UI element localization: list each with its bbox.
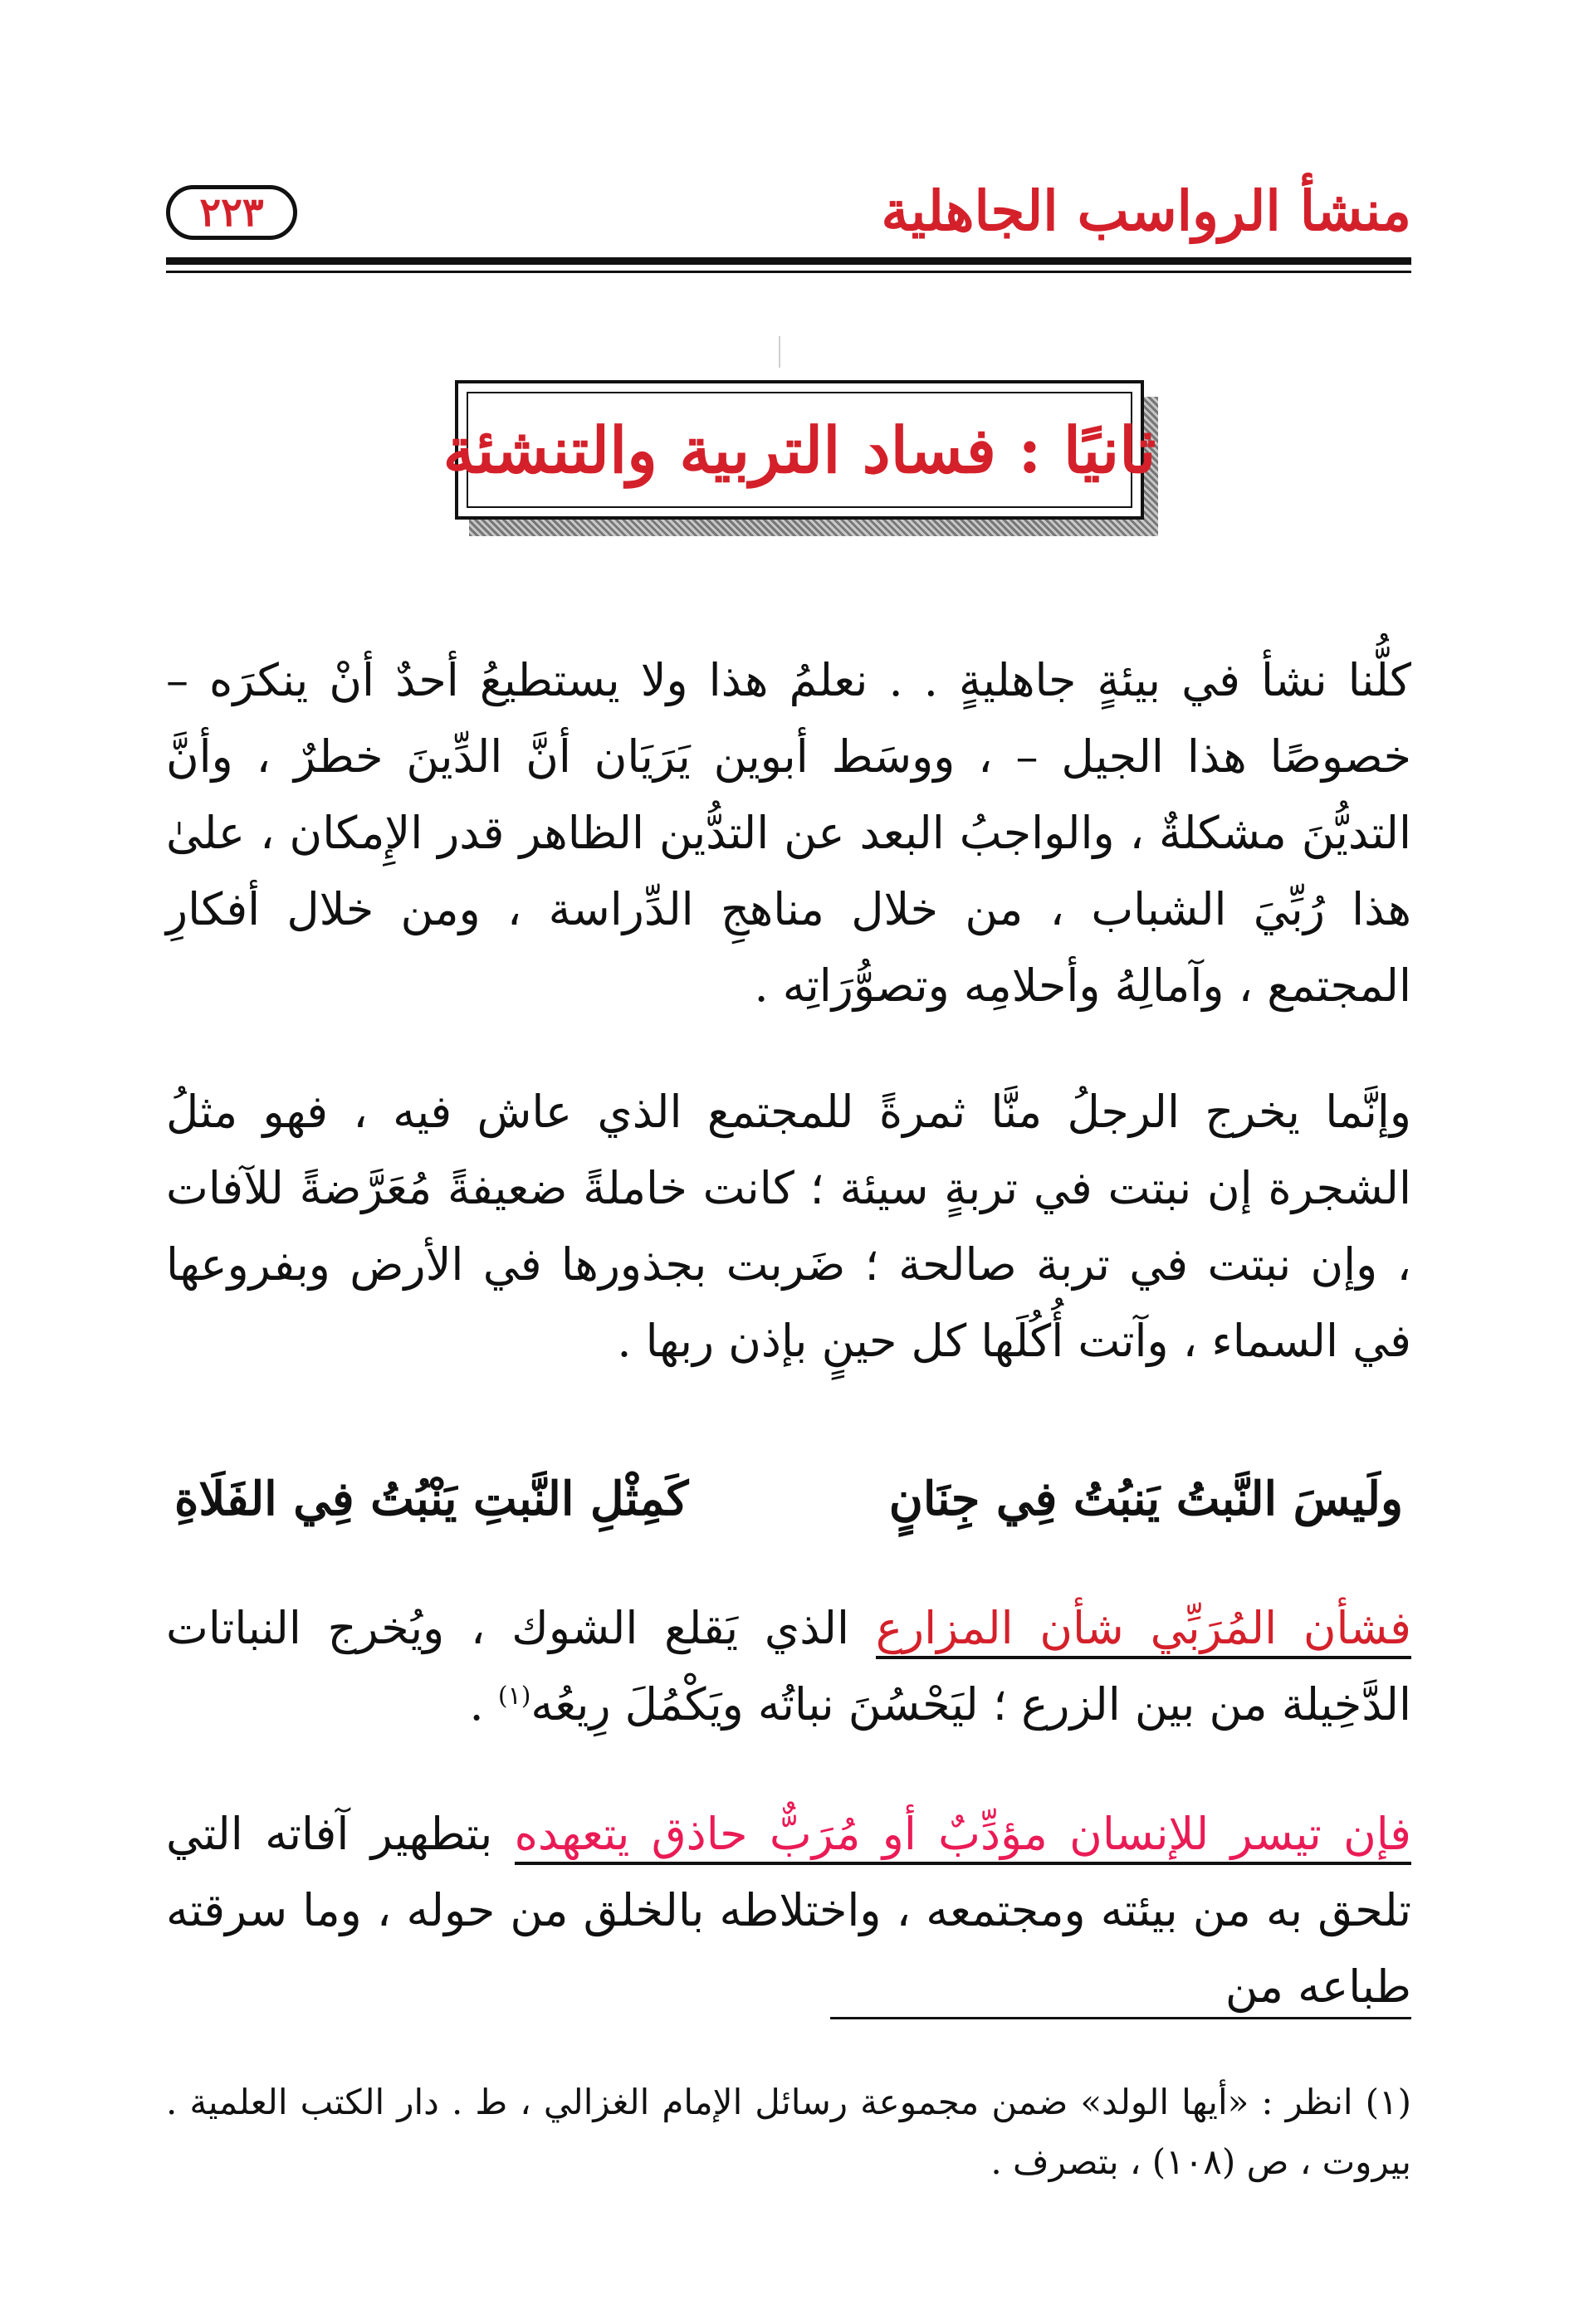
verse-hemistich-1: ولَيسَ النَّبتُ يَنبُتُ فِي جِنَانٍ	[888, 1472, 1403, 1526]
footnote-rule	[830, 2017, 1411, 2019]
paragraph-4-text: بتطهير آفاته التي تلحق به من بيئته ومجتمعه ، واختلاطه بالخلق من حوله ، وما سرقته طباعه من	[166, 1808, 1411, 2013]
footnote-reference: (١)	[497, 1682, 531, 1711]
section-heading-box	[442, 380, 1156, 520]
footnote: (١) انظر : «أيها الولد» ضمن مجموعة رسائل الإمام الغزالي ، ط . دار الكتب العلمية . بيروت ، ص (١٠٨) ، بتصرف .	[166, 2082, 1411, 2182]
paragraph-3	[166, 1590, 1411, 1743]
paragraph-4	[166, 1796, 1411, 2025]
section-heading: ثانيًا : فساد التربية والتنشئة	[442, 413, 1156, 487]
paragraph-2: وإنَّما يخرج الرجلُ منَّا ثمرةً للمجتمع الذي عاش فيه ، فهو مثلُ الشجرة إن نبتت في تربةٍ سيئة ؛ كانت خاملةً ضعيفةً مُعَرَّضةً للآفات ، وإن نبتت في تربة صالحة ؛ ضَربت بجذورها في الأرض وبفروعها في السماء ، وآتت أُكُلَها كل حينٍ بإذن ربها .	[166, 1086, 1412, 1367]
header-rule-thin	[166, 271, 1411, 273]
paragraph-3-end: .	[469, 1678, 498, 1731]
page-number: ٢٢٣	[166, 185, 297, 240]
running-title: منشأ الرواسب الجاهلية	[881, 178, 1411, 243]
verse-hemistich-2: كَمِثْلِ النَّبتِ يَنْبُتُ فِي الفَلَاةِ	[174, 1472, 689, 1526]
paragraph-3-text: الذي يَقلع الشوك ، ويُخرج النباتات الدَّخِيلة من بين الزرع ؛ ليَحْسُنَ نباتُه ويَكْمُلَ رِيعُه	[166, 1602, 1411, 1731]
highlighted-phrase: فشأن المُرَبِّي شأن المزارع	[876, 1602, 1411, 1659]
highlighted-phrase-2: فإن تيسر للإنسان مؤدِّبٌ أو مُرَبٌّ حاذق يتعهده	[515, 1808, 1411, 1865]
header-rule-thick	[166, 257, 1411, 265]
poetry-verse	[174, 1461, 1403, 1537]
margin-mark	[779, 336, 780, 368]
paragraph-1: كلُّنا نشأ في بيئةٍ جاهليةٍ . . نعلمُ هذا ولا يستطيعُ أحدٌ أنْ ينكرَه – خصوصًا هذا الجيل – ، ووسَط أبوين يَرَيَان أنَّ الدِّينَ خطرٌ ، وأنَّ التديُّنَ مشكلةٌ ، والواجبُ البعد عن التدُّين الظاهر قدر الإِمكان ، علىٰ هذا رُبِّيَ الشباب ، من خلال مناهجِ الدِّراسة ، ومن خلال أفكارِ المجتمع ، وآمالِهُ وأحلامِه وتصوُّرَاتِه .	[166, 654, 1411, 1012]
page-header	[166, 170, 1411, 270]
section-heading-frame	[442, 392, 1156, 508]
